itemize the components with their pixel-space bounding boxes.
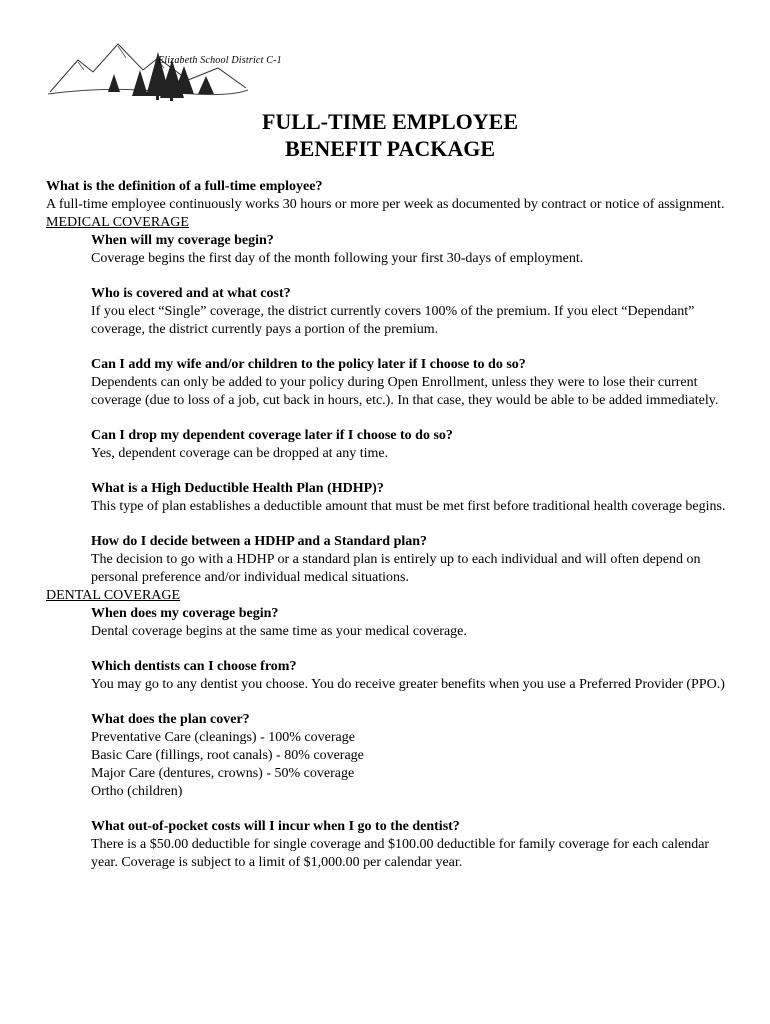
answer: Dental coverage begins at the same time as your medical coverage.	[91, 624, 467, 639]
medical-qa-2	[91, 285, 736, 339]
answer: There is a $50.00 deductible for single coverage and $100.00 deductible for family coverage for each calendar year. Coverage is subject to a limit of $1,000.00 per calendar year.	[91, 837, 710, 870]
intro-section	[46, 178, 736, 214]
medical-heading: MEDICAL COVERAGE	[46, 215, 189, 230]
question: What does the plan cover?	[91, 712, 250, 727]
answer-line: Major Care (dentures, crowns) - 50% coverage	[91, 766, 355, 781]
question: Who is covered and at what cost?	[91, 286, 291, 301]
dental-heading: DENTAL COVERAGE	[46, 588, 181, 603]
district-logo	[48, 22, 282, 102]
logo-text: Elizabeth School District C-1	[158, 55, 282, 66]
medical-qa-4	[91, 427, 736, 463]
question: What out-of-pocket costs will I incur when I go to the dentist?	[91, 819, 460, 834]
title-line-1: FULL-TIME EMPLOYEE	[261, 109, 519, 134]
dental-qa-2	[91, 658, 736, 694]
answer: You may go to any dentist you choose. You do receive greater benefits when you use a Preferred Provider (PPO.)	[91, 677, 725, 692]
dental-section	[46, 605, 736, 872]
medical-qa-6	[91, 533, 736, 587]
title-line-2: BENEFIT PACKAGE	[284, 136, 496, 161]
intro-answer: A full-time employee continuously works 30 hours or more per week as documented by contract or notice of assignment.	[46, 197, 725, 212]
question: Can I add my wife and/or children to the policy later if I choose to do so?	[91, 357, 526, 372]
answer-line: Basic Care (fillings, root canals) - 80% coverage	[91, 748, 364, 763]
answer: Yes, dependent coverage can be dropped at any time.	[91, 446, 389, 461]
document-body	[46, 178, 736, 872]
medical-qa-5	[91, 480, 736, 516]
question: When does my coverage begin?	[91, 606, 279, 621]
dental-qa-3	[91, 711, 736, 801]
question: Can I drop my dependent coverage later if I choose to do so?	[91, 428, 453, 443]
answer: Dependents can only be added to your policy during Open Enrollment, unless they were to lose their current coverage (due to loss of a job, cut back in hours, etc.). In that case, they would be able to be added immediately.	[91, 375, 719, 408]
question: When will my coverage begin?	[91, 233, 274, 248]
answer: If you elect “Single” coverage, the district currently covers 100% of the premium. If you elect “Dependant” coverage, the district currently pays a portion of the premium.	[91, 304, 695, 337]
answer-line: Preventative Care (cleanings) - 100% coverage	[91, 730, 355, 745]
medical-qa-1	[91, 232, 736, 268]
question: Which dentists can I choose from?	[91, 659, 297, 674]
dental-qa-1	[91, 605, 736, 641]
intro-question: What is the definition of a full-time employee?	[46, 179, 323, 194]
answer-line: Ortho (children)	[91, 784, 183, 799]
answer: This type of plan establishes a deductible amount that must be met first before traditional health coverage begins.	[91, 499, 726, 514]
dental-qa-4	[91, 818, 736, 872]
medical-qa-3	[91, 356, 736, 410]
question: What is a High Deductible Health Plan (HDHP)?	[91, 481, 384, 496]
answer: The decision to go with a HDHP or a standard plan is entirely up to each individual and will often depend on personal preference and/or individual medical situations.	[91, 552, 701, 585]
medical-section	[46, 232, 736, 587]
question: How do I decide between a HDHP and a Standard plan?	[91, 534, 428, 549]
answer: Coverage begins the first day of the month following your first 30-days of employment.	[91, 251, 584, 266]
page-title	[0, 108, 770, 162]
